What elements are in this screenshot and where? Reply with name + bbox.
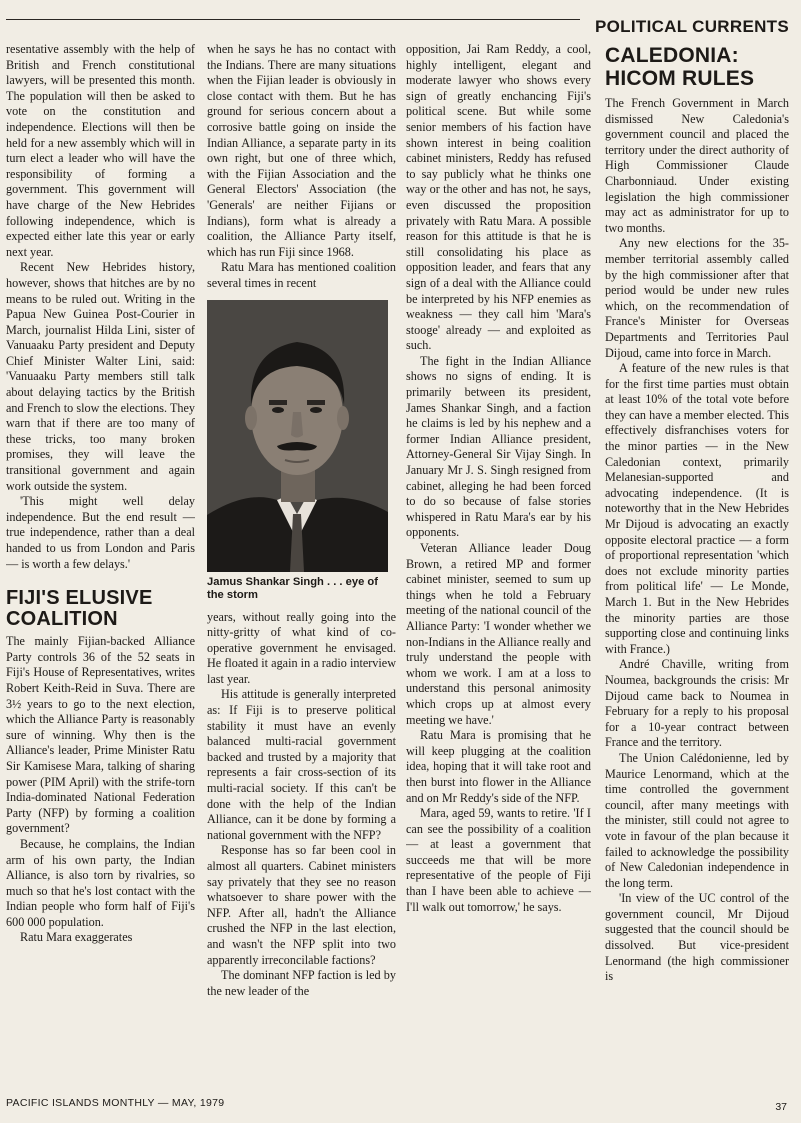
paragraph: Because, he complains, the Indian arm of his own party, the Indian Alliance, is also torn by rivalries, so much so that he's lost contact with the Indian people who form half of Fiji's 600 000 population. [6,836,195,929]
paragraph: Recent New Hebrides history, however, shows that hitches are by no means to be ruled out. Writing in the Papua New Guinea Post-Courier in March, journalist Hilda Lini, sister of Vanuaaku Party president and Deputy Chief Minister Walter Lini, said: 'Vanuaaku Party members still talk about delaying tactics by the British and French to slow the elections. They warn that if there are too many of these tricks, too many broken promises, they will leave the transitional government and again work outside the system. [6,260,195,493]
column-2 [207,42,396,1087]
paragraph: The dominant NFP faction is led by the new leader of the [207,968,396,998]
photo-caption: Jamus Shankar Singh . . . eye of the storm [207,575,378,601]
publication-footer: PACIFIC ISLANDS MONTHLY — MAY, 1979 [6,1097,225,1109]
paragraph: 'In view of the UC control of the government council, Mr Dijoud suggested that the council should be dissolved. But vice-president Lenormand (the high commissioner is [605,891,789,984]
fiji-headline: FIJI'S ELUSIVE COALITION [6,587,153,631]
paragraph: The French Government in March dismissed New Caledonia's government council and placed the territory under the direct authority of High Commissioner Claude Charbonniaud. Under existing legislation the high commissioner may act as administrator for up to two months. [605,96,789,235]
paragraph: opposition, Jai Ram Reddy, a cool, highly intelligent, elegant and moderate lawyer who shows every sign of greatly enchancing Fiji's political scene. But while some senior members of his faction have shown interest in being coalition cabinet ministers, Reddy has refused to say publicly what he thinks one way or the other and has not, he says, even discussed the proposition privately with Ratu Mara. A possible reason for this attitude is that he is still consolidating his place as opposition leader, and fears that any sign of a deal with the Alliance could be interpreted by his NFP enemies as weakness — they call him 'Mara's stooge' already — and exploited as such. [406,42,591,353]
paragraph: Mara, aged 59, wants to retire. 'If I can see the possibility of a coalition — at least a government that succeeds me that will be more representative of the people of Fiji than I have been able to achieve — I'll walk out tomorrow,' he says. [406,806,591,914]
paragraph: André Chaville, writing from Noumea, backgrounds the crisis: Mr Dijoud came back to Noumea in February for a reply to his proposal for a 10-year contract between France and the territory. [605,657,789,750]
paragraph: Response has so far been cool in almost all quarters. Cabinet ministers say privately that they see no reason whatsoever to share power with the NFP. After all, hadn't the Alliance crushed the NFP in the last election, and wasn't the NFP split into two apparently irreconcilable factions? [207,843,396,967]
column-4 [605,44,789,1089]
header-rule [6,19,580,20]
column-1 [6,42,195,1087]
paragraph: The mainly Fijian-backed Alliance Party controls 36 of the 52 seats in Fiji's House of Representatives, writes Robert Keith-Reid in Suva. There are 3½ years to go to the next election, which the Alliance Party is reasonably sure of winning. Why then is the Alliance's leader, Prime Minister Ratu Sir Kamisese Mara, talking of sharing power (PIM April) with the strife-torn India-dominated National Federation Party (NFP) by forming a coalition government? [6,634,195,836]
paragraph: resentative assembly with the help of British and French constitutional lawyers, will be presented this month. The population will then be asked to vote on the constitution and independence. Elections will then be held for a new assembly which will in turn elect a leader who will have the responsibility of forming a government. This government will have charge of the New Hebrides following independence, which is expected either late this year or early next year. [6,42,195,259]
paragraph: The Union Calédonienne, led by Maurice Lenormand, which at the time controlled the government council, after many meetings with the minister, still could not agree to vote in favour of the plan because it failed to acknowledge the possibility of New Caledonian independence in the long term. [605,750,789,890]
paragraph: Ratu Mara is promising that he will keep plugging at the coalition idea, hoping that it will take root and then burst into flower in the Alliance and on Mr Reddy's side of the NFP. [406,728,591,805]
page-number: 37 [775,1101,787,1113]
paragraph: His attitude is generally interpreted as: If Fiji is to preserve political stability it must have an evenly balanced multi-racial government backed and trusted by a majority that represents a fair cross-section of its multi-racial society. If this can't be done with the help of the Indian Alliance, can it be done by forming a national government with the NFP? [207,687,396,842]
column-3 [406,42,591,1087]
caledonia-headline: CALEDONIA: HICOM RULES [605,44,755,90]
paragraph: when he says he has no contact with the Indians. There are many situations when the Fijian leader is obviously in close contact with them. But he has ground for serious concern about a corrosive battle going on inside the Indian Alliance, a separate party in its own right, but one of three which, with the Fijian Association and the General Electors' Association (the 'Generals' are neither Fijians or Indians), form what is already a coalition, the Alliance Party itself, which has run Fiji since 1968. [207,42,396,259]
portrait-photo [207,300,388,572]
paragraph: Any new elections for the 35-member territorial assembly called by the high commissioner after that period would be under new rules which, on the recommendation of France's Minister for Overseas Departments and Territories Paul Dijoud, came into force in March. [605,236,789,360]
paragraph: 'This might well delay independence. But the end result — true independence, rather than a deal handed to us from London and Paris — is worth a few delays.' [6,494,195,571]
section-label: POLITICAL CURRENTS [595,17,789,36]
paragraph: Ratu Mara has mentioned coalition several times in recent [207,260,396,290]
paragraph: A feature of the new rules is that for the first time parties must obtain at least 10% of the total vote before they can have a member elected. This effectively disfranchises voters for the minor parties — in the New Caledonian context, primarily Melanesian-supported and advocating independence. (It is noteworthy that in the New Hebrides Mr Dijoud is advocating an exactly opposite electoral practice — a form of proportional representation 'which does not exclude minority parties from political life' — Le Monde, March 1. But in the New Hebrides the minority parties are those supporting close and continuing links with France.) [605,361,789,656]
paragraph: The fight in the Indian Alliance shows no signs of ending. It is primarily between its president, James Shankar Singh, and a faction he claims is led by his nephew and a former Indian Alliance president, Attorney-General Sir Vijay Singh. In January Mr J. S. Singh resigned from cabinet, alleging he had been forced to do so because of false stories whispered in Ratu Mara's ear by his opponents. [406,353,591,540]
paragraph: Veteran Alliance leader Doug Brown, a retired MP and former cabinet minister, seemed to sum up things when he told a February meeting of the national council of the Alliance Party: 'I wonder whether we non-Indians in the Alliance really and truly understand the people with whom we work. I am at a loss to understand this personal animosity which crops up at almost every meeting we have.' [406,541,591,727]
paragraph: Ratu Mara exaggerates [20,930,133,945]
paragraph: years, without really going into the nitty-gritty of what kind of co-operative government he envisaged. He floated it again in a radio interview last year. [207,609,396,686]
portrait-illustration [207,300,388,572]
